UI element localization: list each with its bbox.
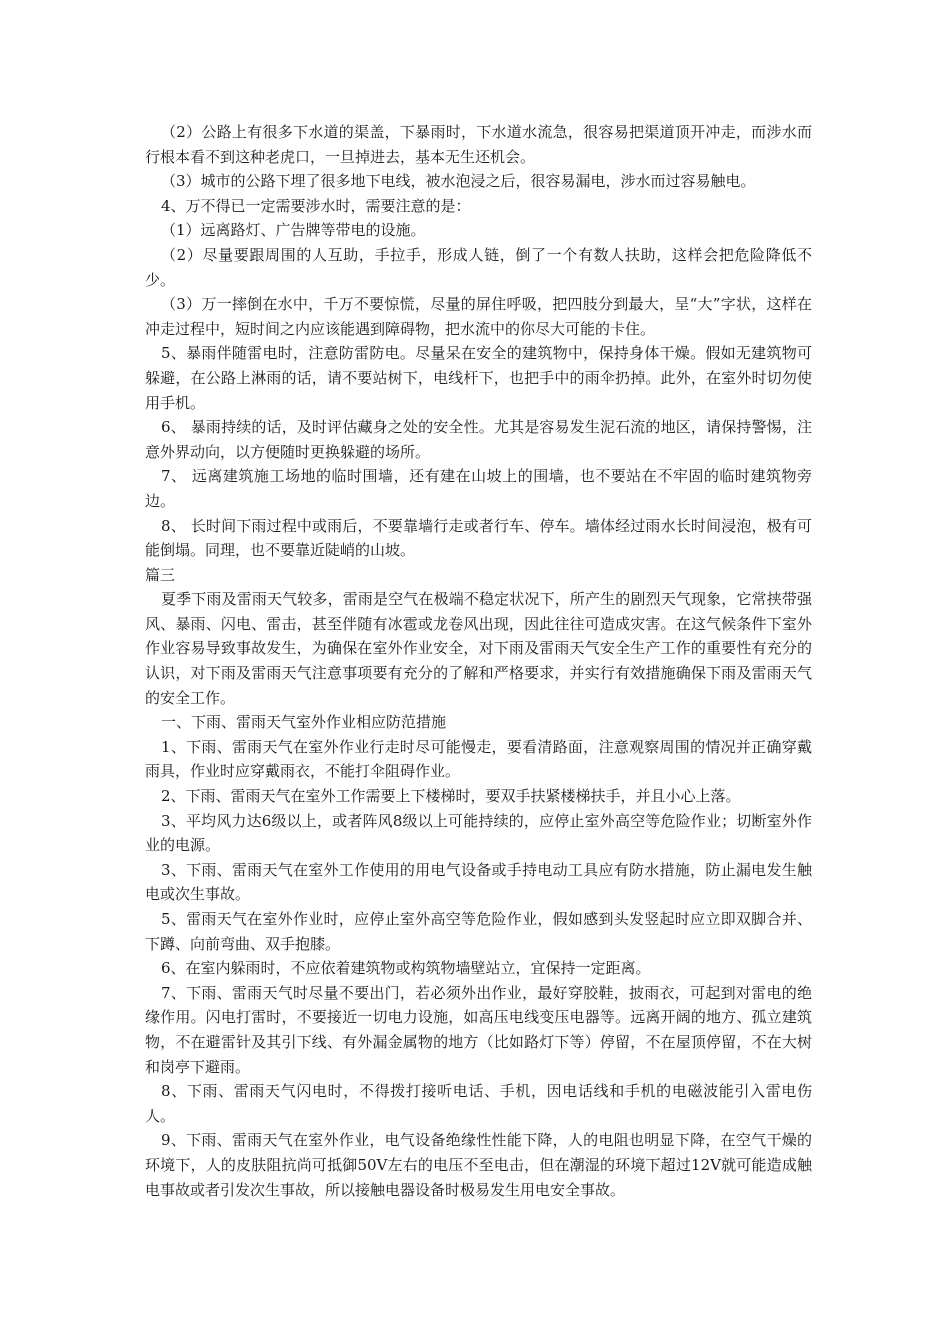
paragraph: 4、万不得已一定需要涉水时，需要注意的是： [161,196,471,215]
paragraph: 9、下雨、雷雨天气在室外作业，电气设备绝缘性性能下降，人的电阻也明显下降，在空气干燥的环境下，人的皮肤阻抗尚可抵御50V左右的电压不至电击，但在潮湿的环境下超过12V就可能造成触电事故或者引发次生事故，所以接触电器设备时极易发生用电安全事故。 [145,1131,812,1199]
paragraph: 2、下雨、雷雨天气在室外工作需要上下楼梯时，要双手扶紧楼梯扶手，并且小心上落。 [161,787,741,806]
paragraph: （2）尽量要跟周围的人互助，手拉手，形成人链，倒了一个有数人扶助，这样会把危险降低不少。 [145,245,812,289]
paragraph: （2）公路上有很多下水道的渠盖，下暴雨时，下水道水流急，很容易把渠道顶开冲走，而涉水而行根本看不到这种老虎口，一旦掉进去，基本无生还机会。 [145,123,812,166]
paragraph: （3）城市的公路下埋了很多地下电线，被水泡浸之后，很容易漏电，涉水而过容易触电。 [161,172,756,191]
paragraph: 8、 长时间下雨过程中或雨后，不要靠墙行走或者行车、停车。墙体经过雨水长时间浸泡，极有可能倒塌。同理，也不要靠近陡峭的山坡。 [145,516,812,560]
subsection-heading: 一、下雨、雷雨天气室外作业相应防范措施 [161,713,447,732]
paragraph: 6、 暴雨持续的话，及时评估藏身之处的安全性。尤其是容易发生泥石流的地区，请保持警惕，注意外界动向，以方便随时更换躲避的场所。 [145,418,812,461]
paragraph: 夏季下雨及雷雨天气较多，雷雨是空气在极端不稳定状况下，所产生的剧烈天气现象，它常挟带强风、暴雨、闪电、雷击，甚至伴随有冰雹或龙卷风出现，因此往往可造成灾害。在这气候条件下室外作业容易导致事故发生，为确保在室外作业安全，对下雨及雷雨天气安全生产工作的重要性有充分的认识，对下雨及雷雨天气注意事项要有充分的了解和严格要求，并实行有效措施确保下雨及雷雨天气的安全工作。 [145,590,812,707]
paragraph: 1、下雨、雷雨天气在室外作业行走时尽可能慢走，要看清路面，注意观察周围的情况并正确穿戴雨具，作业时应穿戴雨衣，不能打伞阻碍作业。 [145,737,812,781]
paragraph: 5、暴雨伴随雷电时，注意防雷防电。尽量呆在安全的建筑物中，保持身体干燥。假如无建筑物可躲避，在公路上淋雨的话，请不要站树下，电线杆下，也把手中的雨伞扔掉。此外，在室外时切勿使用手机。 [145,344,812,412]
paragraph: 8、下雨、雷雨天气闪电时，不得拨打接听电话、手机，因电话线和手机的电磁波能引入雷电伤人。 [145,1082,812,1125]
section-heading: 篇三 [145,565,176,584]
paragraph: 3、平均风力达6级以上，或者阵风8级以上可能持续的，应停止室外高空等危险作业；切断室外作业的电源。 [145,811,812,855]
paragraph: 3、下雨、雷雨天气在室外工作使用的用电气设备或手持电动工具应有防水措施，防止漏电发生触电或次生事故。 [145,860,812,904]
paragraph: 6、在室内躲雨时，不应依着建筑物或构筑物墙壁站立，宜保持一定距离。 [161,959,651,978]
paragraph: （1）远离路灯、广告牌等带电的设施。 [161,221,426,240]
paragraph: 7、 远离建筑施工场地的临时围墙，还有建在山坡上的围墙，也不要站在不牢固的临时建筑物旁边。 [145,467,812,510]
paragraph: 5、雷雨天气在室外作业时，应停止室外高空等危险作业，假如感到头发竖起时应立即双脚合并、下蹲、向前弯曲、双手抱膝。 [145,910,812,953]
paragraph: （3）万一摔倒在水中，千万不要惊慌，尽量的屏住呼吸，把四肢分到最大，呈“大”字状，这样在冲走过程中，短时间之内应该能遇到障碍物，把水流中的你尽大可能的卡住。 [145,295,812,338]
paragraph: 7、下雨、雷雨天气时尽量不要出门，若必须外出作业，最好穿胶鞋，披雨衣，可起到对雷电的绝缘作用。闪电打雷时，不要接近一切电力设施，如高压电线变压电器等。远离开阔的地方、孤立建筑物，不在避雷针及其引下线、有外漏金属物的地方（比如路灯下等）停留，不在屋顶停留，不在大树和岗亭下避雨。 [145,983,812,1076]
document-body [145,120,812,1202]
